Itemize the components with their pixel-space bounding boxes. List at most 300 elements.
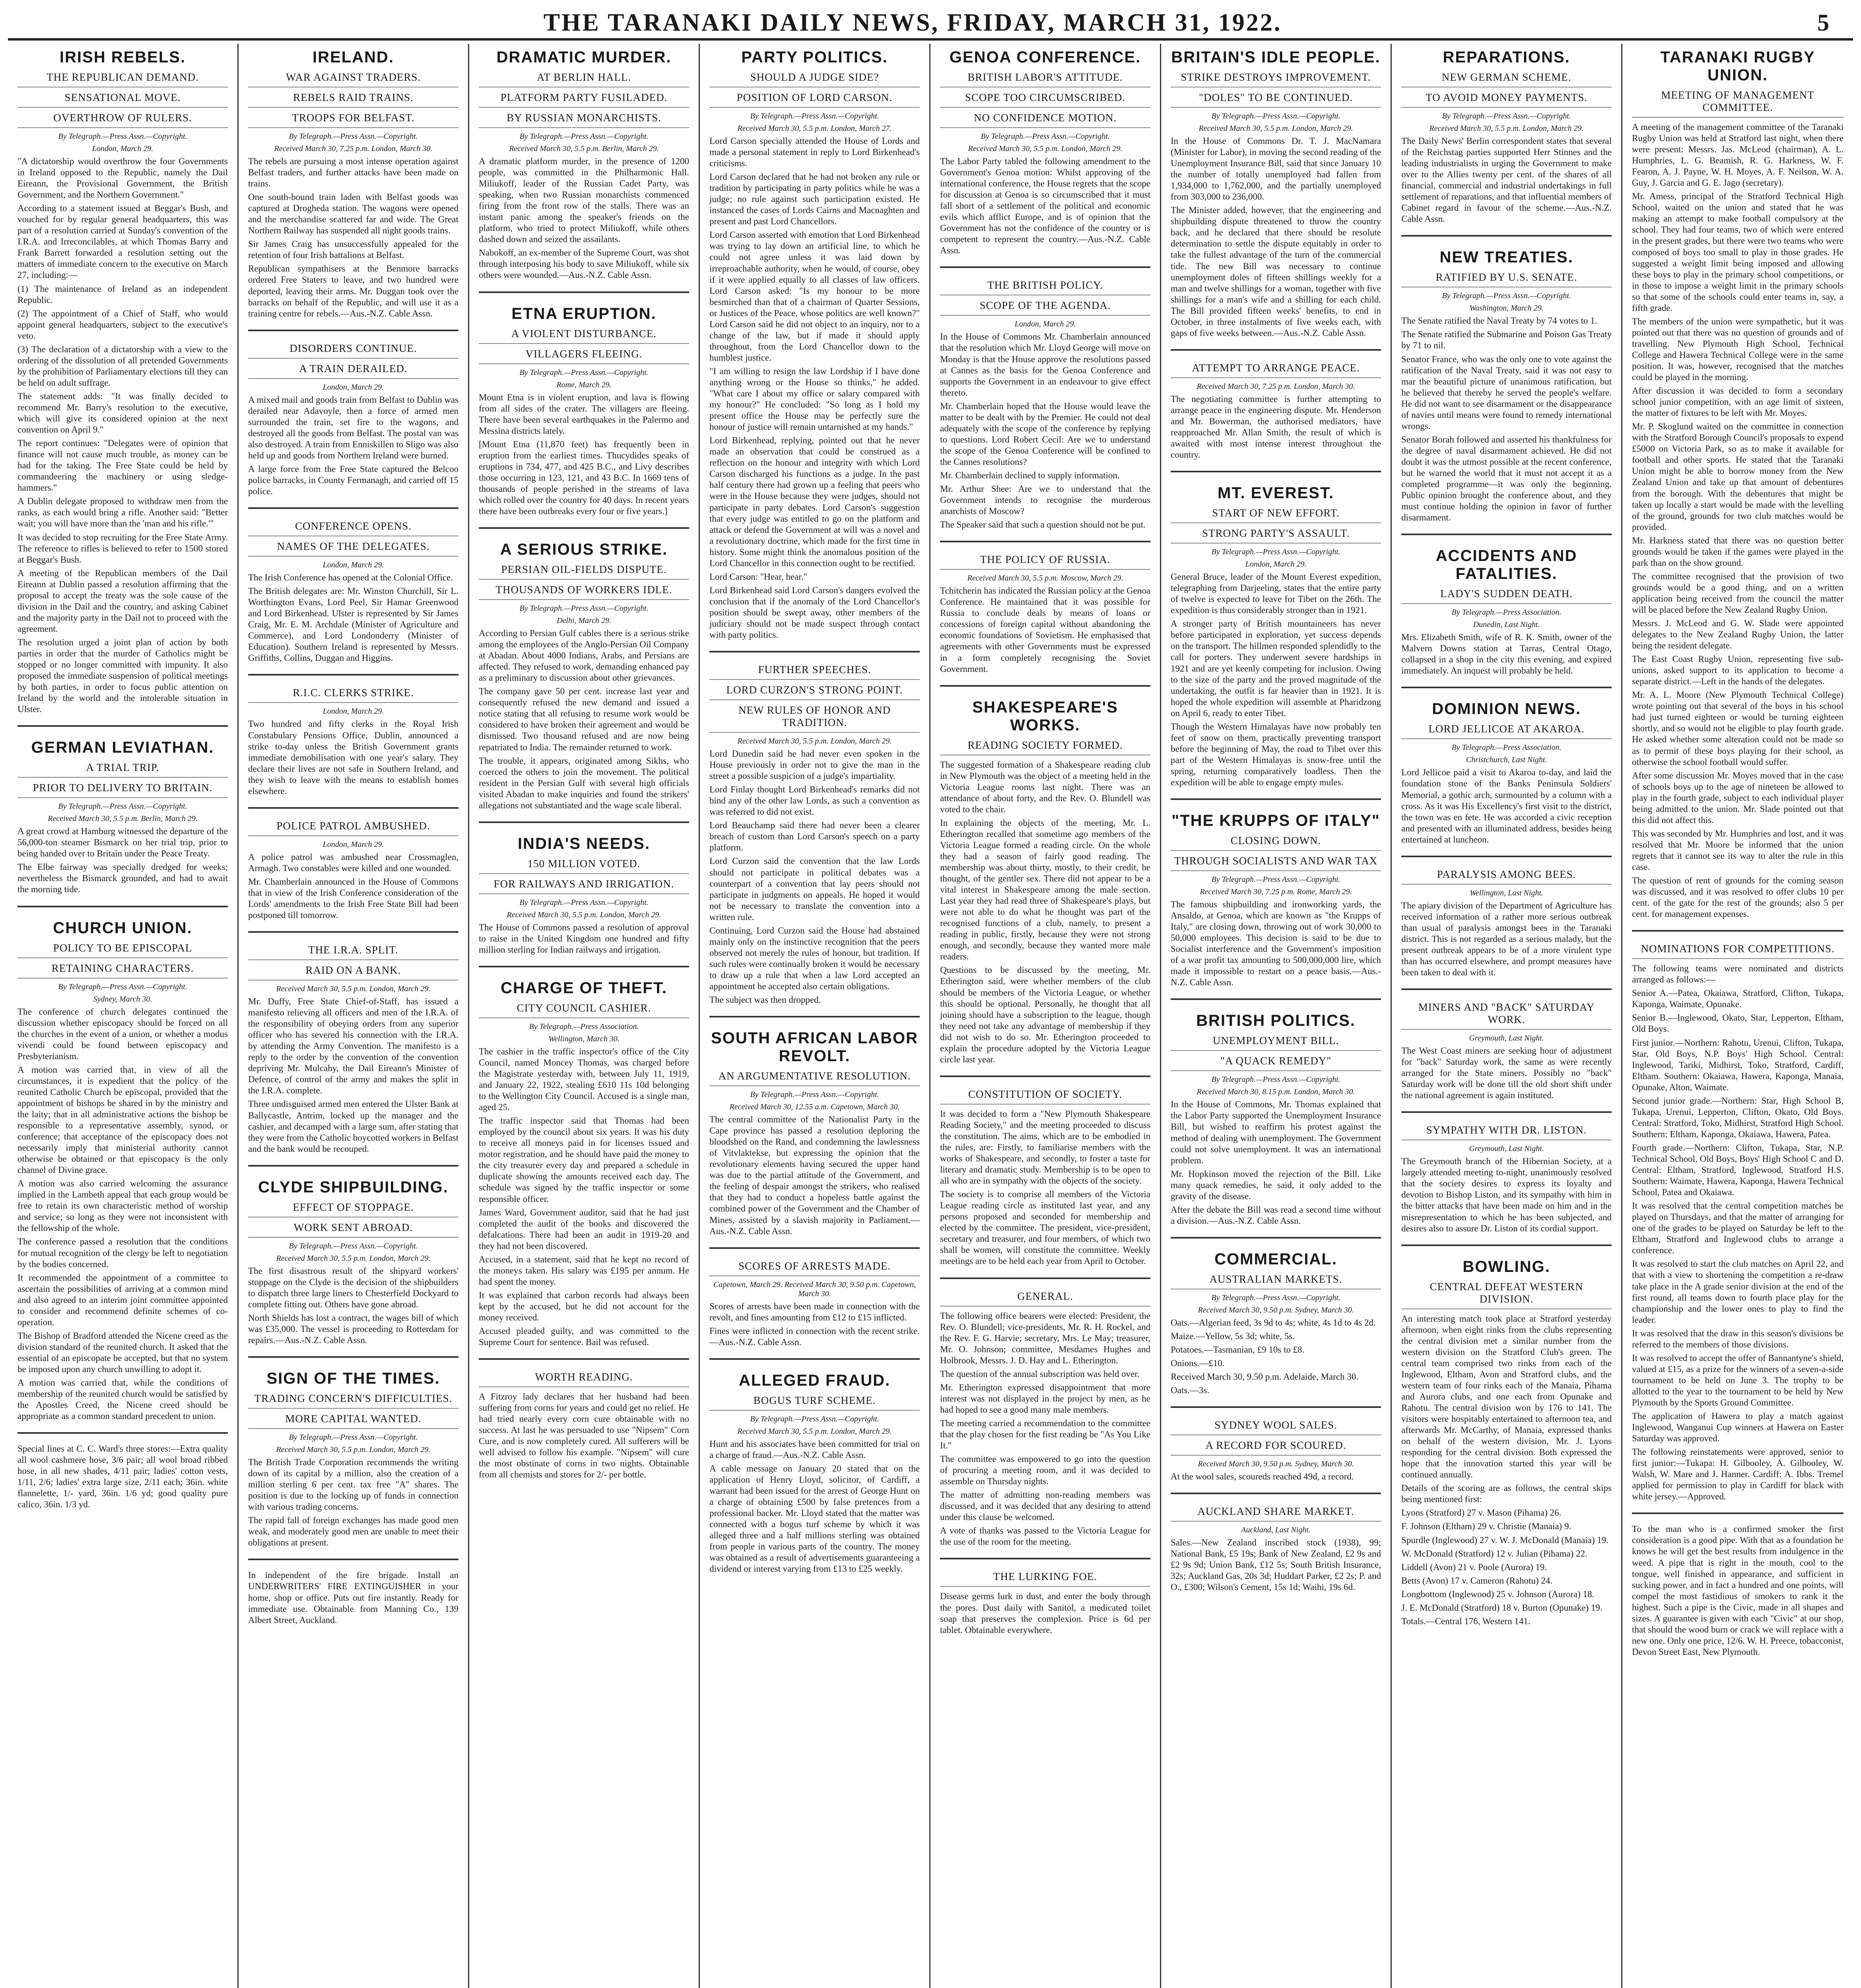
paragraph: The committee recognised that the provision of two grounds would be a good thing, and on a written application being received from the council the matter will be placed before the New Zealand Rugby Union.	[1632, 571, 1844, 615]
paragraph: The following teams were nominated and districts arranged as follows:—	[1632, 963, 1844, 985]
paragraph: Accused pleaded guilty, and was committed to the Supreme Court for sentence. Bail was refused.	[479, 1326, 689, 1347]
article	[17, 1432, 228, 1510]
headline: CLYDE SHIPBUILDING.	[258, 1178, 449, 1196]
dateline: By Telegraph.—Press Assn.—Copyright.	[750, 1414, 879, 1423]
received-line: Auckland, Last Night.	[1241, 1526, 1311, 1535]
dateline: By Telegraph.—Press Assn.—Copyright.	[981, 132, 1110, 141]
paragraph: A stronger party of British mountaineers has never before participated in exploration, yet success depends on the transport. The hillmen responded splendidly to the call for porters. They underwent severe hardships in 1921 and are yet keenly competing for inclusion. Owing to the size of the party and the proved magnitude of the undertaking, the outfit is far heavier than in 1921. It is hoped the whole expedition will assemble at Pharidzong on April 6, ready to enter Tibet.	[1171, 619, 1381, 718]
received-line: Received March 30, 5.5 p.m. Berlin, March 29.	[48, 814, 198, 823]
paragraph: Messrs. J. McLeod and G. W. Slade were appointed delegates to the New Zealand Rugby Union, the latter being the resident delegate.	[1632, 618, 1844, 651]
received-line: Received March 30, 9.50 p.m. Sydney, March 30.	[1198, 1460, 1354, 1469]
paragraph: A Dublin delegate proposed to withdraw men from the ranks, as each would bring a rifle. Another said: "Better wait; you will have more than the 'man and his rifle.'"	[17, 496, 228, 529]
paragraph: Accused, in a statement, said that he kept no record of the moneys taken. His salary was £195 per annum. He had spent the money.	[479, 1254, 689, 1287]
paragraph: Lord Dunedin said he had never even spoken in the House previously in order not to give the man in the street a possible suspicion of a judge's impartiality.	[709, 749, 920, 781]
paragraph: The conference of church delegates continued the discussion whether episcopacy should be forced on all the churches in the event of a union, or whether a modus vivendi could be found between episcopacy and Presbyterianism.	[17, 1006, 228, 1061]
headline: CHURCH UNION.	[53, 919, 192, 937]
paragraph: The negotiating committee is further attempting to arrange peace in the engineering dispute. Mr. Henderson and Mr. Bowerman, the authorised mediators, have reapproached Mr. Allan Smith, the result of which is awaited with most intense interest throughout the country.	[1171, 394, 1381, 460]
paragraph: The meeting carried a recommendation to the committee that the play chosen for the first reading be "As You Like It."	[940, 1418, 1150, 1451]
paragraph: A vote of thanks was passed to the Victoria League for the use of the room for the meeting.	[940, 1526, 1150, 1547]
paragraph: The question of the annual subscription was held over.	[940, 1369, 1140, 1379]
paragraph: Potatoes.—Tasmanian, £9 10s to £8.	[1171, 1345, 1305, 1355]
subheading: AT BERLIN HALL.	[479, 71, 689, 87]
paragraph: Mount Etna is in violent eruption, and lava is flowing from all sides of the crater. The villagers are fleeing. There have been several earthquakes in the Palermo and Messina districts lately.	[479, 392, 689, 436]
article	[709, 49, 920, 641]
paragraph: Onions.—£10.	[1171, 1358, 1225, 1369]
article	[1171, 349, 1381, 460]
article	[1401, 1244, 1612, 1627]
paragraph: Tchitcherin has indicated the Russian policy at the Genoa Conference. He maintained that it was possible for Russia to conclude deals by means of loans or concessions of foreign capital without abandoning the economic foundations of Sovietism. He emphasised that agreements with other Governments must be expressed in a form completely recognising the Soviet Government.	[940, 586, 1150, 674]
paragraph: The famous shipbuilding and ironworking yards, the Ansaldo, at Genoa, which are known as "the Krupps of Italy," are closing down, throwing out of work 30,000 to 50,000 employees. This decision is said to be due to Socialist interference and the Government's imposition of a war profit tax amounting to 500,000,000 lire, which made it impossible to restart on a peace basis.—Aus.-N.Z. Cable Assn.	[1171, 899, 1381, 988]
paragraph: Three undisguised armed men entered the Ulster Bank at Ballycastle, Antrim, locked up the manager and the cashier, and decamped with a large sum, after stating that they were from the Catholic boycotted workers in Belfast and the bank would be recouped.	[248, 1099, 458, 1154]
paragraph: A meeting of the management committee of the Taranaki Rugby Union was held at Stratford last night, when there were present: Messrs. Jas. McLeod (chairman), A. L. Humphries, L. G. Beamish, R. G. Harkness, W. F. Fearon, A. J. Payne, W. H. Moyes, A. F. Neilson, W. A. Guy, J. Garcia and G. E. Jago (secretary).	[1632, 122, 1844, 188]
dateline: By Telegraph.—Press Assn.—Copyright.	[58, 802, 187, 811]
subheading: TRADING CONCERN'S DIFFICULTIES.	[248, 1392, 458, 1409]
paragraph: Longbottom (Inglewood) 25 v. Johnson (Aurora) 18.	[1401, 1589, 1595, 1599]
subheading: ATTEMPT TO ARRANGE PEACE.	[1171, 362, 1381, 378]
paragraph: Though the Western Himalayas have now probably ten feet of snow on them, practically preventing transport before the beginning of May, the road to Tibet over this part of the Western Himalayas is snow-free until the spring, returning comparatively loadless. Then the expedition will be able to engage empty mules.	[1171, 721, 1381, 787]
subheading: GENERAL.	[940, 1290, 1150, 1307]
article	[479, 527, 689, 811]
paragraph: The conference passed a resolution that the conditions for mutual recognition of the clergy be left to negotiation by the bodies concerned.	[17, 1237, 228, 1269]
paragraph: Spurdle (Inglewood) 27 v. W. J. McDonald (Manaia) 19.	[1401, 1535, 1609, 1545]
paragraph: In explaining the objects of the meeting, Mr. L. Etherington recalled that sometime ago members of the Victoria League formed a reading circle. On the whole they had a season of fairly good reading. The membership was about thirty, mostly, to their credit, he thought, of the gentler sex. There did not appear to be a vital interest in Shakespeare among the male section. Last year they had read three of Shakespeare's plays, but were not able to do what he thought was part of the recognised functions of a club, namely, to present a reading in public, firstly, because they were not strong enough, and secondly, because they wanted more male readers.	[940, 817, 1150, 962]
paragraph: It was resolved to start the club matches on April 22, and that with a view to shortening the competition a re-draw take place in the A grade senior division at the end of the first round, all teams down to fourth place play for the championship and the lower ones to play to find the leader.	[1632, 1259, 1844, 1325]
paragraph: Fines were inflicted in connection with the recent strike.—Aus.-N.Z. Cable Assn.	[709, 1326, 920, 1347]
paragraph: In independent of the fire brigade. Install an UNDERWRITERS' FIRE EXTINGUISHER in your home, shop or office. Puts out fire instantly. Ready for immediate use. Obtainable from Manning Co., 139 Albert Street, Auckland.	[248, 1570, 458, 1625]
received-line: Received March 30, 5.5 p.m. London, March 29.	[1199, 124, 1353, 133]
article	[17, 906, 228, 1422]
paragraph: Questions to be discussed by the meeting, Mr. Etherington said, were whether members of the club should be members of the Victoria League, or whether this should be optional. Personally, he thought that all joining should have a subscription to the league, though they need not take any advantage of membership if they did not wish to do so. Mr. Etherington proceeded to explain the procedure adopted by the Victoria League circle last year.	[940, 965, 1150, 1064]
dateline: By Telegraph.—Press Assn.—Copyright.	[1211, 1293, 1340, 1302]
paragraph: The Elbe fairway was specially dredged for weeks; nevertheless the Bismarck grounded, and had to await the morning tide.	[17, 862, 228, 895]
paragraph: First junior.—Northern: Rahotu, Urenui, Clifton, Tukapa, Star, Old Boys, N.P. Boys' High School. Central: Inglewood, Tariki, Midhirst, Toko, Stratford, Cardiff, Eltham. Southern: Okaiawa, Hawera, Kaponga, Manaia, Opunake, Alton, Waimate.	[1632, 1037, 1844, 1092]
headline: "THE KRUPPS OF ITALY"	[1171, 812, 1380, 830]
paragraph: It was decided to form a "New Plymouth Shakespeare Reading Society," and the meeting proceeded to discuss the constitution. The aims, which are to be embodied in the rules, are: Firstly, to familiarise members with the works of Shakespeare, and secondly, to foster a taste for literary and dramatic study. Membership is to be open to all who are in sympathy with the objects of the society.	[940, 1109, 1150, 1186]
paragraph: The British delegates are: Mr. Winston Churchill, Sir L. Worthington Evans, Lord Peel, Sir Hamar Greenwood and Lord Birkenhead. Ulster is represented by Sir James Craig, Mr. E. M. Archdale (Minister of Agriculture and Commerce), and Lord Londonderry (Minister of Education). Southern Ireland is represented by Messrs. Griffiths, Collins, Duggan and Higgins.	[248, 586, 458, 663]
paragraph: J. E. McDonald (Stratford) 18 v. Burton (Opunake) 19.	[1401, 1602, 1603, 1613]
paragraph: A dramatic platform murder, in the presence of 1200 people, was committed in the Philharmonic Hall. Miliukoff, leader of the Russian Cadet Party, was speaking, when two Russian monarchists commenced firing from the front row of the stalls. There was an instant panic among the speaker's friends on the platform, who tried to protect Miliukoff, while others dashed down and seized the assailants.	[479, 156, 689, 245]
paragraph: It recommended the appointment of a committee to ascertain the possibilities of arriving at a common mind and also agreed to an interim joint committee appointed to consider and recommend definite schemes of co-operation.	[17, 1272, 228, 1327]
received-line: Received March 30, 5.5 p.m. Berlin, March 29.	[509, 144, 659, 153]
subheading: NAMES OF THE DELEGATES.	[248, 540, 458, 557]
headline: BRITAIN'S IDLE PEOPLE.	[1171, 49, 1381, 66]
subheading: SENSATIONAL MOVE.	[17, 91, 228, 108]
paragraph: One south-bound train laden with Belfast goods was captured at Drogheda station. The wagons were opened and the merchandise scattered far and wide. The Great Northern Railway has suspended all night goods trains.	[248, 192, 458, 236]
headline: DOMINION NEWS.	[1432, 700, 1581, 718]
paragraph: It was resolved that the central competition matches be played on Thursdays, and that the matter of arranging for one of the grades to be played on Saturday be left to the Eltham, Stratford and Inglewood clubs to arrange a conference.	[1632, 1201, 1844, 1256]
headline: BOWLING.	[1463, 1258, 1550, 1276]
article	[709, 1247, 920, 1348]
received-line: Greymouth, Last Night.	[1469, 1034, 1544, 1043]
paragraph: Senator Borah followed and asserted his thankfulness for the degree of naval disarmament achieved. He did not doubt it was the utmost possible at the recent conference, but he warned the world that it must not accept it as a completed programme—it was only the beginning. Public opinion brought the conference about, and they must continue holding the opinion in favor of further disarmament.	[1401, 434, 1612, 523]
paragraph: Two hundred and fifty clerks in the Royal Irish Constabulary Pensions Office, Dublin, announced a strike to-day unless the British Government grants immediate demobilisation with one year's salary. They declare their lives are not safe in Southern Ireland, and they wish to leave with the means to establish homes elsewhere.	[248, 719, 458, 796]
paragraph: Second junior grade.—Northern: Star, High School B, Tukapa, Urenui, Lepperton, Clifton, Okato, Old Boys. Central: Stratford, Toko, Midhirst, Stratford High School. Southern: Eltham, Kaponga, Okaiawa, Hawera, Patea.	[1632, 1095, 1844, 1139]
received-line: London, March 29.	[322, 840, 384, 849]
paragraph: The Senate ratified the Submarine and Poison Gas Treaty by 71 to nil.	[1401, 329, 1612, 351]
paragraph: Mrs. Elizabeth Smith, wife of R. K. Smith, owner of the Malvern Downs station at Tarras, Central Otago, collapsed in a shop in the city this evening, and expired immediately. An inquest will probably be held.	[1401, 632, 1612, 676]
received-line: Received March 30, 12.55 a.m. Capetown, March 30.	[729, 1103, 900, 1112]
paragraph: Lord Beauchamp said there had never been a clearer breach of custom than Lord Carson's speech on a party platform.	[709, 820, 920, 853]
paragraph: James Ward, Government auditor, said that he had just completed the audit of the books and discovered the defalcations. There had been an audit in 1919-20 and they had not been discovered.	[479, 1207, 689, 1251]
headline: CHARGE OF THEFT.	[501, 979, 667, 997]
paragraph: Fourth grade.—Northern: Clifton, Tukapa, Star, N.P. Technical School, Old Boys, Boys' High School C and D. Central: Eltham, Stratford, Inglewood, Stratford H.S. Southern: Waimate, Hawera, Kaponga, Hawera Technical School, Patea and Okaiawa.	[1632, 1142, 1844, 1198]
article	[479, 49, 689, 281]
headline: ALLEGED FRAUD.	[738, 1371, 891, 1389]
paragraph: Lord Birkenhead said Lord Carson's dangers evolved the conclusion that if the anomaly of the Lord Chancellor's position should be swept away, other members of the judiciary should not be made suspect through contact with party politics.	[709, 585, 920, 640]
paragraph: W. McDonald (Stratford) 12 v. Julian (Pihama) 22.	[1401, 1548, 1587, 1559]
paragraph: The rebels are pursuing a most intense operation against Belfast traders, and further attacks have been made on trains.	[248, 156, 458, 189]
subheading: THE REPUBLICAN DEMAND.	[17, 71, 228, 87]
article	[709, 1358, 920, 1575]
article	[17, 725, 228, 895]
subheading: THE BRITISH POLICY.	[940, 279, 1150, 295]
paragraph: Hunt and his associates have been committed for trial on a charge of fraud.—Aus.-N.Z. Cable Assn.	[709, 1439, 920, 1460]
article	[1401, 49, 1612, 225]
subheading: CENTRAL DEFEAT WESTERN DIVISION.	[1401, 1281, 1612, 1309]
subheading: WORK SENT ABROAD.	[248, 1221, 458, 1238]
paragraph: Senior B.—Inglewood, Okato, Star, Lepperton, Eltham, Old Boys.	[1632, 1013, 1844, 1034]
subheading: BY RUSSIAN MONARCHISTS.	[479, 112, 689, 128]
paragraph: Totals.—Central 176, Western 141.	[1401, 1616, 1531, 1626]
subheading: START OF NEW EFFORT.	[1171, 507, 1381, 523]
article	[479, 291, 689, 517]
subheading: PRIOR TO DELIVERY TO BRITAIN.	[17, 782, 228, 798]
subheading: LORD CURZON'S STRONG POINT.	[709, 684, 920, 700]
paragraph: The Daily News' Berlin correspondent states that several of the Reichstag parties supported Herr Stinnes and the leading industrialists in urging the Government to make over to the Allies twenty per cent. of the shares of all financial, commercial and industrial undertakings in full settlement of reparations, and that influential members of Cabinet regard in favour of the scheme.—Aus.-N.Z. Cable Assn.	[1401, 136, 1612, 224]
received-line: London, March 29.	[92, 144, 153, 153]
received-line: Delhi, March 29.	[556, 616, 611, 625]
dateline: By Telegraph.—Press Assn.—Copyright.	[519, 898, 649, 907]
paragraph: [Mount Etna (11,870 feet) has frequently been in eruption from the earliest times. Thucydides speaks of eruptions in 734, 477, and 425 B.C., and Livy describes those occurring in 123, 121, and 43 B.C. In 1669 tens of thousands of people perished in the streams of lava which rolled over the country for 40 days. In recent years there have been outbreaks every four or five years.]	[479, 439, 689, 516]
subheading: "A QUACK REMEDY"	[1171, 1055, 1381, 1071]
dateline: By Telegraph.—Press Assn.—Copyright.	[1442, 291, 1571, 301]
received-line: London, March 29.	[322, 382, 384, 392]
paragraph: A mixed mail and goods train from Belfast to Dublin was derailed near Adavoyle, then a force of armed men surrounded the train, set fire to the wagons, and destroyed all the goods from Belfast. The postal van was also destroyed. A train from Enniskillen to Sligo was also held up and goods from Northern Ireland were burned.	[248, 394, 458, 460]
headline: SOUTH AFRICAN LABOR REVOLT.	[711, 1029, 918, 1065]
received-line: Capetown, March 29. Received March 30, 9.50 p.m. Capetown, March 30.	[713, 1280, 916, 1298]
paragraph: (2) The appointment of a Chief of Staff, who would appoint general headquarters, subject to the executive's veto.	[17, 308, 228, 341]
article	[940, 1558, 1150, 1635]
paragraph: A cable message on January 20 stated that on the application of Henry Lloyd, solicitor, of Cardiff, a warrant had been issued for the arrest of George Hunt on a charge of obtaining £500 by false pretences from a professional backer. Mr. Lloyd stated that the matter was connected with a bogus turf scheme by which it was alleged three and a half millions sterling was obtained from people in various parts of the country. The money was obtained as a result of advertisements guaranteeing a dividend or interest varying from £13 to £25 weekly.	[709, 1463, 920, 1574]
paragraph: Lord Curzon said the convention that the law Lords should not participate in political debates was a counterpart of a convention that lay peers should not participate in judgments on appeals. He hoped it would not be necessary to translate the convention into a written rule.	[709, 856, 920, 922]
subheading: 150 MILLION VOTED.	[479, 858, 689, 874]
headline: MT. EVEREST.	[1218, 484, 1334, 502]
article	[248, 1165, 458, 1346]
paragraph: A great crowd at Hamburg witnessed the departure of the 56,000-ton steamer Bismarck on her trial trip, prior to being handed over to Britain under the Peace Treaty.	[17, 826, 228, 859]
article	[1401, 687, 1612, 845]
subheading: POLICY TO BE EPISCOPAL	[17, 942, 228, 958]
article	[1171, 1406, 1381, 1482]
paragraph: Disease germs lurk in dust, and enter the body through the pores. Dust daily with Sanitol, a medicated toilet soap that preserves the complexion. Price is 6d per tablet. Obtainable everywhere.	[940, 1591, 1150, 1635]
paragraph: After some discussion Mr. Moyes moved that in the case of schools boys up to the age of nineteen be allowed to play in the fourth grade, subject to each individual player being admitted to the union. Mr. Slade pointed out that this did not affect this.	[1632, 770, 1844, 825]
subheading: THE I.R.A. SPLIT.	[248, 944, 458, 960]
paragraph: The British Trade Corporation recommends the writing down of its capital by a million, also the creation of a million sterling 6 per cent. tax free "A" shares. The position is due to the locking up of funds in connection with various trading concerns.	[248, 1457, 458, 1512]
article	[1632, 49, 1844, 920]
paragraph: Lord Jellicoe paid a visit to Akaroa to-day, and laid the foundation stone of the Banks Peninsula Soldiers' Memorial, a gothic arch, surmounted by a column with a cross. As it was His Excellency's first visit to the district, the town was en fete. He was accorded a civic reception and presented with an illuminated address, besides being entertained at luncheon.	[1401, 767, 1612, 845]
received-line: Sydney, March 30.	[93, 994, 152, 1004]
subheading: UNEMPLOYMENT BILL.	[1171, 1035, 1381, 1051]
subheading: "DOLES" TO BE CONTINUED.	[1171, 91, 1381, 108]
article	[248, 1356, 458, 1548]
headline: INDIA'S NEEDS.	[517, 835, 651, 852]
paragraph: It was resolved to accept the offer of Bannantyne's shield, valued at £15, as a prize for the winners of a seven-a-side tournament to be held on June 3. The trophy to be allotted to the year to the tournament to be held by New Plymouth by the Sports Ground Committee.	[1632, 1353, 1844, 1408]
paragraph: The statement adds: "It was finally decided to recommend Mr. Barry's resolution to the executive, which will give its considered opinion at the next convention on April 9."	[17, 391, 228, 435]
paragraph: The cashier in the traffic inspector's office of the City Council, named Moncey Thomas, was charged before the Magistrate yesterday with, between July 11, 1919, and January 22, 1922, stealing £610 11s 10d belonging to the Wellington City Council. Accused is a single man, aged 25.	[479, 1046, 689, 1112]
article	[940, 541, 1150, 674]
headline: TARANAKI RUGBY UNION.	[1660, 49, 1815, 84]
columns-container	[8, 44, 1853, 1988]
paragraph: The Speaker said that such a question should not be put.	[940, 520, 1146, 530]
paragraph: The application of Hawera to play a match against Inglewood, Wanganui Cup winners at Hawera on Easter Saturday was approved.	[1632, 1411, 1844, 1444]
dateline: By Telegraph.—Press Assn.—Copyright.	[519, 604, 649, 613]
paragraph: Mr. Hopkinson moved the rejection of the Bill. Like many quack remedies, he said, it only added to the gravity of the disease.	[1171, 1169, 1381, 1201]
received-line: London, March 29.	[322, 707, 384, 716]
paragraph: In the House of Commons Dr. T. J. MacNamara (Minister for Labor), in moving the second reading of the Unemployment Insurance Bill, said that since January 10 the number of totally unemployed had fallen from 1,934,000 to 1,762,000, and the partially unemployed from 303,000 to 236,000.	[1171, 136, 1381, 202]
paragraph: The first disastrous result of the shipyard workers' stoppage on the Clyde is the decision of the shipbuilders to dispatch three large liners to Chesterfield Dockyard to complete fitting out. Others have gone abroad.	[248, 1266, 458, 1309]
paragraph: An interesting match took place at Stratford yesterday afternoon, when eight rinks from the clubs representing the central division met a similar number from the western division on the Stratford Club's green. The central team comprised two rinks from each of the Inglewood, Eltham, Avon and Stratford clubs, and the western team of four rinks each of the Manaia, Pihama and Aurora clubs, and one each from Opunake and Rahotu. The central division won by 176 to 141. The visitors were hospitably entertained to afternoon tea, and afterwards Mr. McCarthy, of Manaia, expressed thanks on behalf of the western division, Mr. J. Lyons responding for the central division. Both expressed the hope that the innovation started this year will be continued annually.	[1401, 1313, 1612, 1480]
subheading: R.I.C. CLERKS STRIKE.	[248, 687, 458, 703]
paragraph: The society is to comprise all members of the Victoria League reading circle as instituted last year, and any persons proposed and seconded for membership and elected by the committee. The president, vice-president, secretary and treasurer, and four members, of which two shall be women, will constitute the committee. Weekly meetings are to be held each year from April to October.	[940, 1189, 1150, 1266]
paragraph: Mr. Chamberlain declined to supply information.	[940, 470, 1120, 480]
received-line: Received March 30, 5.5 p.m. London, March 29.	[968, 144, 1123, 153]
dateline: By Telegraph.—Press Assn.—Copyright.	[750, 1090, 879, 1099]
dateline: By Telegraph.—Press Association.	[529, 1022, 639, 1031]
paragraph: According to Persian Gulf cables there is a serious strike among the employees of the Anglo-Persian Oil Company at Abadan. About 4000 Indians, Arabs, and Persians are affected. They refused to work, demanding enhanced pay as a preliminary to discussion about other grievances.	[479, 628, 689, 683]
paragraph: It was resolved that the draw in this season's divisions be referred to the members of those divisions.	[1632, 1328, 1844, 1349]
paragraph: North Shields has lost a contract, the wages bill of which was £35,000. The vessel is proceeding to Rotterdam for repairs.—Aus.-N.Z. Cable Assn.	[248, 1312, 458, 1345]
paragraph: Sales.—New Zealand inscribed stock (1938), 99; National Bank, £5 19s; Bank of New Zealand, £2 9s and £2 9s 9d; Union Bank, £12 5s; South British Insurance, 32s; Auckland Gas, 20s 3d; Huddart Parker, £2 2s; P. and O., £300; Wilson's Cement, 15s 1d; Waihi, 19s 6d.	[1171, 1538, 1381, 1592]
paragraph: F. Johnson (Eltham) 29 v. Christie (Manaia) 9.	[1401, 1521, 1572, 1532]
subheading: AUCKLAND SHARE MARKET.	[1171, 1505, 1381, 1522]
received-line: Dunedin, Last Night.	[1473, 620, 1540, 629]
article	[248, 507, 458, 664]
headline: IRISH REBELS.	[59, 49, 186, 66]
headline: GENOA CONFERENCE.	[949, 49, 1141, 66]
paragraph: Betts (Avon) 17 v. Cameron (Rahotu) 24.	[1401, 1575, 1553, 1586]
subheading: AUSTRALIAN MARKETS.	[1171, 1273, 1381, 1289]
headline: IRELAND.	[313, 49, 394, 66]
subheading: A RECORD FOR SCOURED.	[1171, 1439, 1381, 1456]
subheading: A TRIAL TRIP.	[17, 761, 228, 778]
dateline: By Telegraph.—Press Association.	[1451, 608, 1562, 617]
paragraph: Senior A.—Patea, Okaiawa, Stratford, Clifton, Tukapa, Kaponga, Waimate, Opunake.	[1632, 988, 1844, 1010]
subheading: PERSIAN OIL-FIELDS DISPUTE.	[479, 563, 689, 580]
received-line: Wellington, March 30.	[548, 1034, 620, 1043]
article	[1401, 235, 1612, 523]
article	[940, 49, 1150, 256]
subheading: SCOPE OF THE AGENDA.	[940, 299, 1150, 316]
paragraph: The report continues: "Delegates were of opinion that finance will not cause much trouble, as money can be had for the taking. The Free State could be held by commandeering the machinery or using sledge-hammers."	[17, 438, 228, 493]
article	[248, 674, 458, 796]
subheading: BRITISH LABOR'S ATTITUDE.	[940, 71, 1150, 87]
paragraph: The question of rent of grounds for the coming season was discussed, and it was resolved to offer clubs 10 per cent. of the gate for the rest of the grounds; also 5 per cent. for management expenses.	[1632, 876, 1844, 919]
dateline: By Telegraph.—Press Assn.—Copyright.	[289, 1433, 418, 1442]
received-line: London, March 29.	[322, 561, 384, 570]
article	[1171, 471, 1381, 788]
subheading: CLOSING DOWN.	[1171, 835, 1381, 851]
subheading: POSITION OF LORD CARSON.	[709, 91, 920, 108]
subheading: OVERTHROW OF RULERS.	[17, 112, 228, 128]
article	[248, 49, 458, 319]
paragraph: This was seconded by Mr. Humphries and lost, and it was resolved that Mr. Moore be informed that the union regrets that it cannot see its way to alter the rule in this case.	[1632, 828, 1844, 872]
subheading: FURTHER SPEECHES.	[709, 664, 920, 680]
paragraph: The Irish Conference has opened at the Colonial Office.	[248, 573, 453, 583]
subheading: FOR RAILWAYS AND IRRIGATION.	[479, 878, 689, 894]
column-7	[1392, 44, 1622, 1988]
paragraph: Nabokoff, an ex-member of the Supreme Court, was shot through interposing his body to save Miliukoff, while six others were wounded.—Aus.-N.Z. Cable Assn.	[479, 248, 689, 280]
headline: DRAMATIC MURDER.	[496, 49, 672, 66]
paragraph: The company gave 50 per cent. increase last year and consequently refused the new demand and issued a notice stating that all refusing to resume work would be considered to have broken their agreement and would be dismissed. Two thousand refused and are now being repatriated to India. The remainder returned to work.	[479, 686, 689, 752]
paragraph: Lyons (Stratford) 27 v. Mason (Pihama) 26.	[1401, 1508, 1562, 1518]
paragraph: Mr. Chamberlain announced in the House of Commons that in view of the Irish Conference consideration of the Lords' amendments to the Irish Free State Bill had been postponed till tomorrow.	[248, 876, 458, 920]
subheading: PLATFORM PARTY FUSILADED.	[479, 91, 689, 108]
subheading: MORE CAPITAL WANTED.	[248, 1413, 458, 1429]
received-line: Received March 30, 5.5 p.m. London, March 27.	[737, 124, 892, 133]
paragraph: Lord Birkenhead, replying, pointed out that he never made an observation that could be construed as a reflection on the honour and integrity with which Lord Carson discharged his functions as a judge. In the past half century there had grown up a feeling that peers who were in the House because they were judges, should not participate in party debates. Lord Carson's suggestion that every judge was entitled to go on the platform and attack or defend the Government at will was a novel and a revolutionary doctrine, which made for the first time in history. Some might think the anomalous position of the Lord Chancellor in this connection ought to be rectified.	[709, 435, 920, 568]
paragraph: The House of Commons passed a resolution of approval to raise in the United Kingdom one hundred and fifty million sterling for Indian railways and irrigation.	[479, 922, 689, 955]
article	[940, 266, 1150, 530]
paragraph: The West Coast miners are seeking hour of adjustment for "back" Saturday work, the same as were recently arranged for the State miners. Possibly no "back" Saturday work will be done till the old short shift under the national agreement is again instituted.	[1401, 1046, 1612, 1101]
paragraph: After discussion it was decided to form a secondary school junior competition, with an age limit of sixteen, the matter of fixtures to be left with Mr. Moyes.	[1632, 386, 1844, 418]
paragraph: Oats.—Algerian feed, 3s 9d to 4s; white, 4s 1d to 4s 2d.	[1171, 1317, 1376, 1328]
paragraph: Liddell (Avon) 21 v. Poole (Aurora) 19.	[1401, 1562, 1547, 1572]
subheading: AN ARGUMENTATIVE RESOLUTION.	[709, 1070, 920, 1086]
column-1	[8, 44, 239, 1988]
paragraph: The trouble, it appears, originated among Sikhs, who coerced the others to join the movement. The political resident in the Persian Gulf with several high officials visited Abadan to make inquiries and found the strikers' allegations not substantiated and the wage scale liberal.	[479, 755, 689, 810]
paragraph: Mr. Harkness stated that there was no question better grounds would be taken if the games were played in the park than on the show ground.	[1632, 535, 1844, 568]
paragraph: Senator France, who was the only one to vote against the ratification of the Naval Treaty, said it was not easy to mar the beautiful picture of unanimous ratification, but he believed that thereby he served the people's welfare. He did not want to see disarmament or the disappearance of navies until means were found to remedy international wrongs.	[1401, 354, 1612, 431]
subheading: THE POLICY OF RUSSIA.	[940, 553, 1150, 570]
column-4	[700, 44, 930, 1988]
paragraph: In the House of Commons Mr. Chamberlain announced that the resolution which Mr. Lloyd George will move on Monday is that the House approve the resolutions passed at Cannes as the basis for the Genoa Conference and supports the Government in an endeavour to give effect thereto.	[940, 332, 1150, 398]
paragraph: Mr. Duffy, Free State Chief-of-Staff, has issued a manifesto relieving all officers and men of the I.R.A. of the responsibility of obeying orders from any superior officer who has severed his connection with the I.R.A. by attending the Army Convention. The manifesto is a reply to the order by the convention of the convention depriving Mr. Mulcahy, the Dail Eireann's Minister of Defence, of control of the army and makes the split in the I.R.A. complete.	[248, 996, 458, 1096]
article	[1171, 798, 1381, 988]
paragraph: The following reinstatements were approved, senior to first junior:—Tukapa: H. Gilbooley, A. Gilbooley, W. Walsh, W. Mare and J. Hanner. Cardiff: A. Ibbs. Tremel applied for permission to play in Cardiff for black with white jersey.—Approved.	[1632, 1447, 1844, 1502]
paragraph: Republican sympathisers at the Benmore barracks ordered Free Staters to leave, and two hundred were deported, leaving their arms. Mr. Duggan took over the barracks on behalf of the Republic, and will use it as a training centre for rebels.—Aus.-N.Z. Cable Assn.	[248, 264, 458, 318]
article	[1401, 534, 1612, 676]
paragraph: The committee was empowered to go into the question of procuring a meeting room, and it was decided to assemble on Thursday nights.	[940, 1454, 1150, 1487]
subheading: NEW GERMAN SCHEME.	[1401, 71, 1612, 87]
received-line: Wellington, Last Night.	[1470, 888, 1543, 897]
subheading: BOGUS TURF SCHEME.	[709, 1394, 920, 1411]
article	[248, 807, 458, 921]
paragraph: Lord Carson asserted with emotion that Lord Birkenhead was trying to lay down an artificial line, to which he could not agree unless it was laid down by irreproachable authority, when he would, of course, obey if it were applied equally to all classes of law officers. Lord Carson asked: "Is my honour to be more besmirched than that of a chairman of Quarter Sessions, or Justices of the Peace, whose politics are well known?" Lord Carson said he did not object to an inquiry, nor to a change of the law, but if made it should apply throughout, from the Lord Chancellor down to the humblest justice.	[709, 230, 920, 363]
paragraph: The members of the union were sympathetic, but it was pointed out that there was no question of grounds and of travelling. New Plymouth High School, Technical College and Hawera Technical College were in the same position. It was, however, recognised that the matches could be played in the morning.	[1632, 316, 1844, 382]
paragraph: The resolution urged a joint plan of action by both parties in order that the murder of Catholics might be stopped or no longer committed with impunity. It also proposed the immediate suspension of political meetings by both parties, in order to focus public attention on Ireland by the world and the intolerable situation in Ulster.	[17, 637, 228, 714]
paragraph: To the man who is a confirmed smoker the first consideration is a good pipe. With that as a foundation he knows he will get the best results from indulgence in the weed. A pipe that is right in the mouth, cool to the tongue, well finished in appearance, and sufficient in sucking power, and in fact a hundred and one points, will compel the most fastidious of smokers to rank it the highest. Such a pipe is the Civic, made in all shapes and sizes. A guarantee is given with each "Civic" at our shop, that should the wood burn or crack we will replace with a new one. Only one price, 12/6. W. H. Preece, tobacconist, Devon Street East, New Plymouth.	[1632, 1524, 1844, 1657]
headline: PARTY POLITICS.	[741, 49, 888, 66]
subheading: PARALYSIS AMONG BEES.	[1401, 868, 1612, 885]
subheading: NEW RULES OF HONOR AND TRADITION.	[709, 704, 920, 733]
paragraph: Lord Finlay thought Lord Birkenhead's remarks did not bind any of the other law Lords, as such a convention as was referred to did not exist.	[709, 784, 920, 817]
paragraph: At the wool sales, scoureds reached 49d, a record.	[1171, 1472, 1354, 1482]
article	[248, 931, 458, 1155]
article	[1401, 856, 1612, 978]
headline: GERMAN LEVIATHAN.	[31, 739, 214, 757]
paragraph: (3) The declaration of a dictatorship with a view to the ordering of the dissolution of all pretended Governments by the prohibition of Parliamentary elections till they can be held on adult suffrage.	[17, 344, 228, 388]
subheading: EFFECT OF STOPPAGE.	[248, 1201, 458, 1217]
subheading: THE LURKING FOE.	[940, 1571, 1150, 1587]
paragraph: Special lines at C. C. Ward's three stores:—Extra quality all wool cashmere hose, 3/6 pair; all wool broad ribbed hose, in all new shades, 4/11 pair; ladies' cotton vests, 1/11, 2/6; ladies' extra large size, 2/11 each; 36in. white flannelette, 1/- yard, 36in. 1/6 yd; good quality pure calico, 36in. 1/3 yd.	[17, 1444, 228, 1510]
received-line: Received March 30, 7.25 p.m. London, March 30.	[1197, 382, 1355, 391]
paragraph: Lord Carson declared that he had not broken any rule or tradition by participating in party politics while he was a judge; no rule against such participation existed. He instanced the cases of Lords Cairns and Macnaghten and present and past Lord Chancellors.	[709, 172, 920, 227]
paragraph: The Bishop of Bradford attended the Nicene creed as the division standard of the reunited church. It asked that the essential of an episcopate be accepted, but that no system be imposed upon any church unwilling to adopt it.	[17, 1330, 228, 1374]
paragraph: Mr. P. Skoglund waited on the committee in connection with the Stratford Borough Council's proposals to expend £5000 on Victoria Park, so as to make it available for football and other sports. He stated that the Taranaki Union might be able to borrow money from the New Zealand Union and take up that amount of debentures from the borough. With the debentures that might be taken up locally a start would be made with the levelling of the ground, grounds for two club matches would be provided.	[1632, 421, 1844, 532]
received-line: Received March 30, 5.5 p.m. London, March 29.	[276, 1445, 431, 1454]
subheading: RAID ON A BANK.	[248, 964, 458, 980]
subheading: CITY COUNCIL CASHIER.	[479, 1002, 689, 1018]
paragraph: The East Coast Rugby Union, representing five sub-unions, asked support to its application to become a separate district.—Left in the hands of the delegates.	[1632, 654, 1844, 687]
paragraph: Oats.—3s.	[1171, 1385, 1210, 1396]
article	[1401, 1111, 1612, 1234]
column-2	[239, 44, 469, 1988]
paragraph: A motion was carried that, while the conditions of membership of the reunited church would be satisfied by the Apostles Creed, the Nicene creed should be appropriate as a common standard precedent to union.	[17, 1378, 228, 1421]
subheading: RATIFIED BY U.S. SENATE.	[1401, 271, 1612, 287]
paragraph: The Labor Party tabled the following amendment to the Government's Genoa motion: Whilst approving of the international conference, the House regrets that the scope for discussion at Genoa is so circumscribed that it must fall short of a settlement of the political and economic evils which afflict Europe, and is of opinion that the Government has not the confidence of the country or is competent to represent the country.—Aus.-N.Z. Cable Assn.	[940, 156, 1150, 256]
article	[479, 821, 689, 955]
page-number: 5	[1817, 9, 1829, 36]
received-line: Received March 30, 5.5 p.m. London, March 29.	[737, 737, 892, 746]
headline: SHAKESPEARE'S WORKS.	[972, 698, 1118, 734]
headline: COMMERCIAL.	[1214, 1250, 1337, 1268]
paragraph: The rapid fall of foreign exchanges has made good men weak, and moderately good men are unable to meet their obligations at present.	[248, 1515, 458, 1548]
paragraph: The subject was then dropped.	[709, 995, 821, 1005]
received-line: Washington, March 29.	[1469, 304, 1544, 313]
column-6	[1161, 44, 1392, 1988]
article	[248, 1559, 458, 1625]
dateline: By Telegraph.—Press Assn.—Copyright.	[1211, 1075, 1340, 1084]
subheading: CONFERENCE OPENS.	[248, 520, 458, 536]
paragraph: A large force from the Free State captured the Belcoo police barracks, in County Fermanagh, and carried off 15 police.	[248, 464, 458, 497]
subheading: NOMINATIONS FOR COMPETITIONS.	[1632, 943, 1844, 959]
paragraph: The suggested formation of a Shakespeare reading club in New Plymouth was the object of a meeting held in the Victoria League rooms last night. There was an attendance of about forty, and the Rev. O. Blundell was voted to the chair.	[940, 759, 1150, 814]
paragraph: "I am willing to resign the law Lordship if I have done anything wrong or the House so thinks," he added. "What care I about my office or salary compared with my honour?" He concluded: "So long as I hold my present office the House may be perfectly sure the honour of justice will remain untarnished at my hands."	[709, 366, 920, 432]
paragraph: Mr. Amess, principal of the Stratford Technical High School, waited on the union and stated that he was making an attempt to make football compulsory at the school. They had four teams, two of which were entered in the present grades, but there were two teams who were composed of boys too small to play in those grades. He suggested a weight limit being imposed and allowing these boys to play in the primary school competitions, or in those to impose a weight limit in the primary schools so that some of the schools could enter teams in, say, a fifth grade.	[1632, 191, 1844, 313]
received-line: London, March 29.	[1245, 560, 1307, 569]
subheading: NO CONFIDENCE MOTION.	[940, 112, 1150, 128]
paragraph: Details of the scoring are as follows, the central skips being mentioned first:	[1401, 1483, 1612, 1505]
paragraph: Mr. Chamberlain hoped that the House would leave the matter to be dealt with by the Premier. He could not deal adequately with the scope of the conference by replying to questions. Lord Robert Cecil: Are we to understand the scope of the Genoa Conference will be confined to the Cannes resolutions?	[940, 401, 1150, 467]
dateline: By Telegraph.—Press Assn.—Copyright.	[1211, 875, 1340, 884]
subheading: A TRAIN DERAILED.	[248, 363, 458, 379]
article	[1401, 988, 1612, 1101]
article	[248, 330, 458, 497]
article	[940, 685, 1150, 1065]
article	[709, 1016, 920, 1237]
received-line: Christchurch, Last Night.	[1466, 755, 1547, 765]
paragraph: After the debate the Bill was read a second time without a division.—Aus.-N.Z. Cable Assn.	[1171, 1204, 1381, 1226]
subheading: SCOPE TOO CIRCUMSCRIBED.	[940, 91, 1150, 108]
paragraph: Mr. Etherington expressed disappointment that more interest was not displayed in the project by men, as he had hoped to see a good many male members.	[940, 1382, 1150, 1415]
subheading: SHOULD A JUDGE SIDE?	[709, 71, 920, 87]
column-3	[469, 44, 700, 1988]
paragraph: The Senate ratified the Naval Treaty by 74 votes to 1.	[1401, 316, 1597, 326]
paragraph: "A dictatorship would overthrow the four Governments in Ireland opposed to the Republic, namely the Dail Eireann, the Provisional Government, the British Government, and the Northern Government."	[17, 156, 228, 200]
headline: BRITISH POLITICS.	[1196, 1012, 1356, 1030]
subheading: READING SOCIETY FORMED.	[940, 739, 1150, 755]
dateline: By Telegraph.—Press Assn.—Copyright.	[519, 368, 649, 377]
subheading: RETAINING CHARACTERS.	[17, 962, 228, 978]
subheading: TROOPS FOR BELFAST.	[248, 112, 458, 128]
subheading: REBELS RAID TRAINS.	[248, 91, 458, 108]
paragraph: Maize.—Yellow, 5s 3d; white, 5s.	[1171, 1331, 1295, 1341]
paragraph: In the House of Commons, Mr. Thomas explained that the Labor Party supported the Unemployment Insurance Bill, but wished to reaffirm his protest against the method of dealing with unemployment. The Government could not solve unemployment. It was an international problem.	[1171, 1099, 1381, 1165]
paragraph: (1) The maintenance of Ireland as an independent Republic.	[17, 283, 228, 305]
subheading: A VIOLENT DISTURBANCE.	[479, 328, 689, 344]
article	[1171, 998, 1381, 1227]
column-8	[1622, 44, 1853, 1988]
subheading: LADY'S SUDDEN DEATH.	[1401, 588, 1612, 604]
